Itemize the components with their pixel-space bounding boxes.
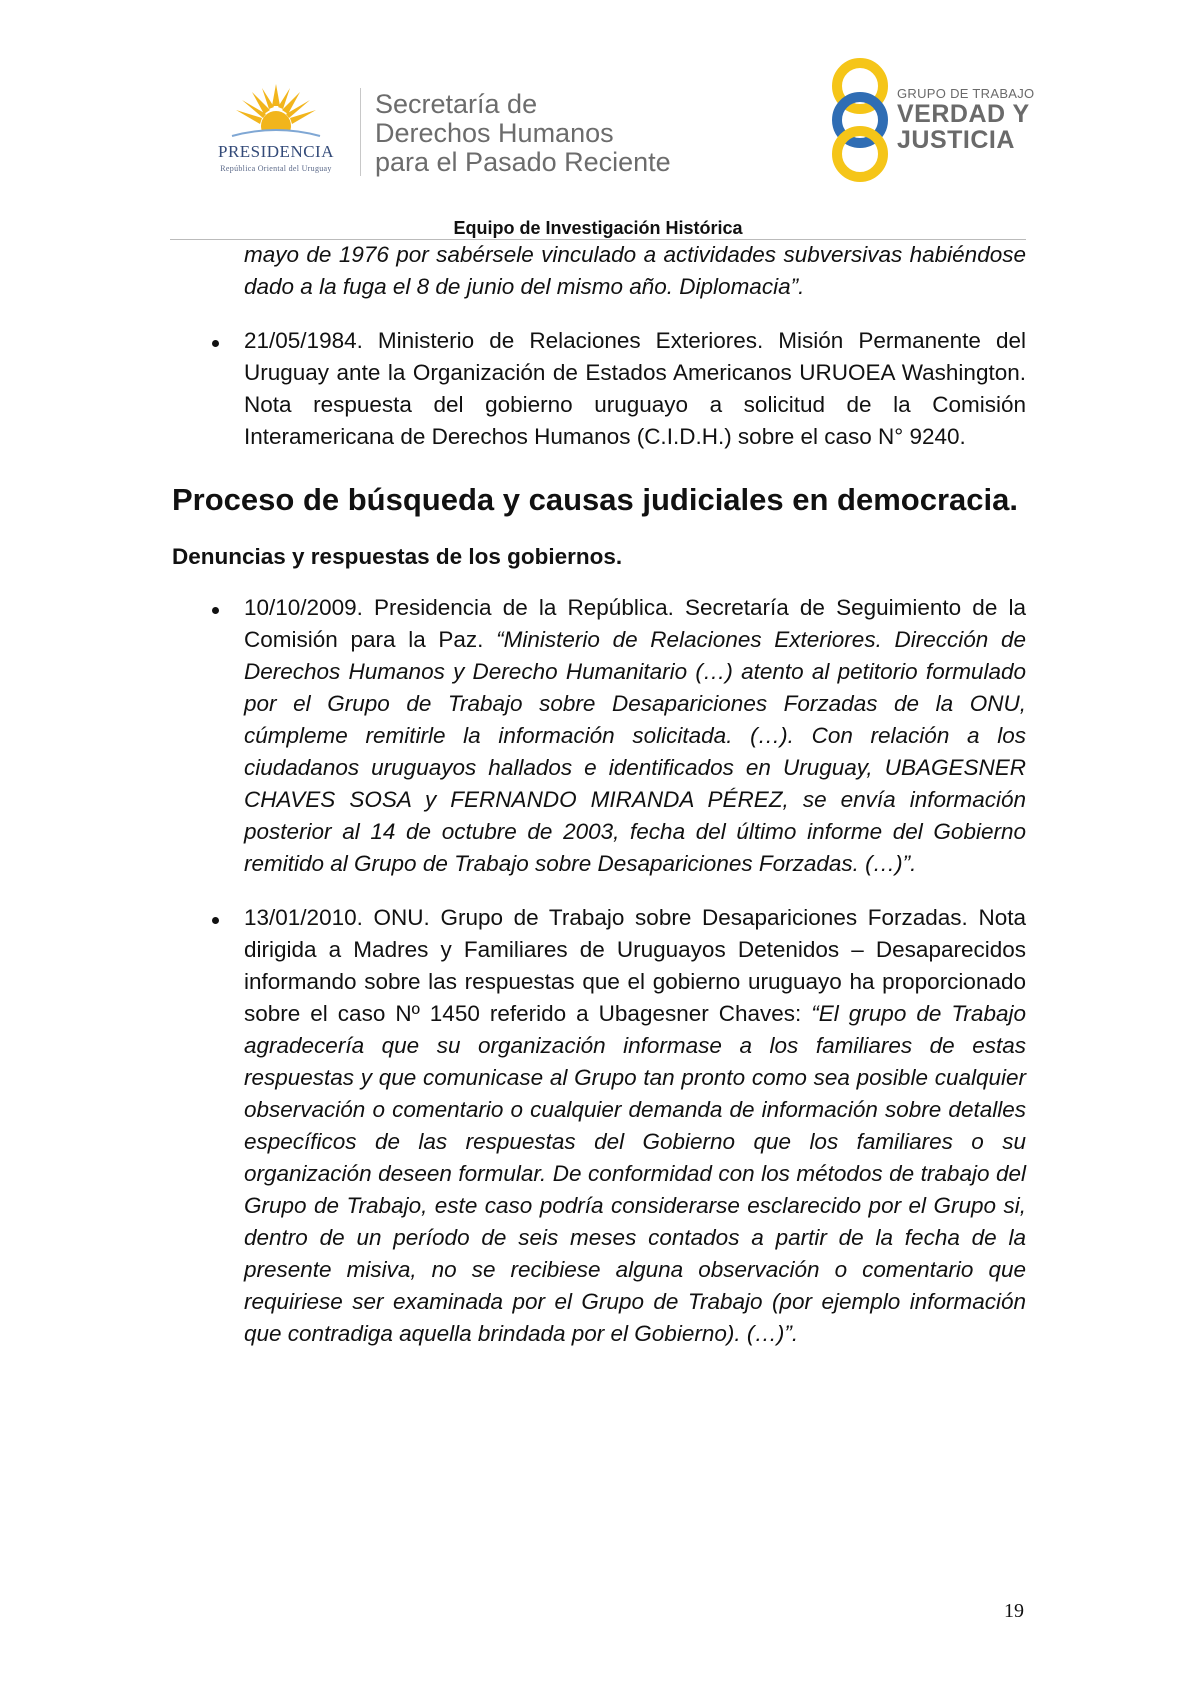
list-item [172,592,1026,880]
presidencia-logo [196,80,356,180]
bullet-plain-text: 10/10/2009. Presidencia de la República. Secretaría de Seguimiento de la Comisión para la Paz. [244,595,1026,652]
rings-logo-icon [820,56,900,184]
bullet-quote-text: “Ministerio de Relaciones Exteriores. Dirección de Derechos Humanos y Derecho Humanitario (…) atento al petitorio formulado por el Grupo de Trabajo sobre Desapariciones Forzadas de la ONU, cúmpleme remitirle la información solicitada. (…). Con relación a los ciudadanos uruguayos hallados e identificados en Uruguay, UBAGESNER CHAVES SOSA y FERNANDO MIRANDA PÉREZ, se envía información posterior al 14 de octubre de 2003, fecha del último informe del Gobierno remitido al Grupo de Trabajo sobre Desapariciones Forzadas. (…)”. [244,627,1026,876]
list-item [172,325,1026,453]
section-title: Proceso de búsqueda y causas judiciales en democracia. [172,482,1018,517]
gtvj-label [897,86,1034,153]
gtvj-line-1: VERDAD Y [897,100,1030,128]
bullet-icon [212,607,219,614]
bullet-quote-text: “El grupo de Trabajo agradecería que su organización informase a los familiares de estas respuestas y que comunicase al Grupo tan pronto como sea posible cualquier observación o comentario o cualquier demanda de información sobre detalles específicos de las respuestas del Gobierno que los familiares o su organización deseen formular. De conformidad con los métodos de trabajo del Grupo de Trabajo, este caso podría considerarse esclarecido por el Grupo si, dentro de un período de seis meses contados a partir de la fecha de la presente misiva, no se recibiese alguna observación o comentario que requiriese ser examinada por el Grupo de Trabajo (por ejemplo información que contradiga aquella brindada por el Gobierno). (…)”. [244,1001,1026,1346]
secretaria-line-1: Secretaría de [375,89,538,119]
continuation-paragraph: mayo de 1976 por sabérsele vinculado a actividades subversivas habiéndose dado a la fuga el 8 de junio del mismo año. Diplomacia”. [244,242,1026,299]
header-divider [360,88,361,176]
presidencia-sublabel: República Oriental del Uruguay [220,164,332,173]
presidencia-label: PRESIDENCIA [217,142,334,161]
bullet-text [244,902,1026,1350]
team-title: Equipo de Investigación Histórica [453,218,743,238]
list-item [172,902,1026,1350]
gtvj-line-2: JUSTICIA [897,126,1015,154]
secretaria-title [375,90,671,177]
bullet-icon [212,340,219,347]
bullet-plain-text: 13/01/2010. ONU. Grupo de Trabajo sobre Desapariciones Forzadas. Nota dirigida a Madres y Familiares de Uruguayos Detenidos – Desaparecidos informando sobre las respuestas que el gobierno uruguayo ha proporcionado sobre el caso Nº 1450 referido a Ubagesner Chaves: [244,905,1026,1026]
subsection-title: Denuncias y respuestas de los gobiernos. [172,544,623,569]
sun-icon [226,80,326,142]
page-content [172,239,1026,1350]
bullet-icon [212,917,219,924]
gtvj-small-text: GRUPO DE TRABAJO [897,86,1035,101]
secretaria-line-3: para el Pasado Reciente [375,147,671,177]
bullet-text: 21/05/1984. Ministerio de Relaciones Exteriores. Misión Permanente del Uruguay ante la Organización de Estados Americanos URUOEA Washington. Nota respuesta del gobierno uruguayo a solicitud de la Comisión Interamericana de Derechos Humanos (C.I.D.H.) sobre el caso N° 9240. [244,328,1026,449]
secretaria-line-2: Derechos Humanos [375,118,614,148]
bullet-text [244,592,1026,880]
page-number: 19 [1004,1600,1024,1622]
